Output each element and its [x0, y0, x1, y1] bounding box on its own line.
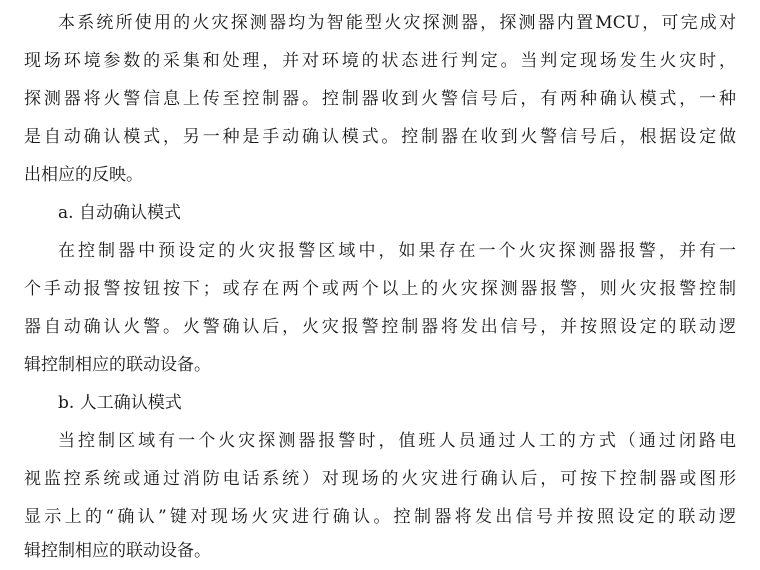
paragraph-2-line-2: 个手动报警按钮按下；或存在两个或两个以上的火灾探测器报警，则火灾报警控制 [24, 279, 736, 299]
paragraph-2-line-1: 在控制器中预设定的火灾报警区域中，如果存在一个火灾探测器报警，并有一 [58, 241, 736, 261]
paragraph-1-line-1: 本系统所使用的火灾探测器均为智能型火灾探测器，探测器内置MCU，可完成对 [58, 13, 736, 33]
paragraph-2-line-3: 器自动确认火警。火警确认后，火灾报警控制器将发出信号，并按照设定的联动逻 [24, 317, 736, 337]
paragraph-1-line-2: 现场环境参数的采集和处理，并对环境的状态进行判定。当判定现场发生火灾时， [24, 51, 736, 71]
paragraph-1-line-5: 出相应的反映。 [24, 165, 143, 185]
paragraph-3-line-4: 辑控制相应的联动设备。 [24, 541, 211, 561]
section-heading-b: b. 人工确认模式 [58, 393, 182, 413]
paragraph-3-line-2: 视监控系统或通过消防电话系统）对现场的火灾进行确认后，可按下控制器或图形 [24, 469, 736, 489]
paragraph-3-line-3: 显示上的“确认”键对现场火灾进行确认。控制器将发出信号并按照设定的联动逻 [24, 507, 736, 527]
paragraph-3-line-1: 当控制区域有一个火灾探测器报警时，值班人员通过人工的方式（通过闭路电 [58, 431, 736, 451]
section-heading-a: a. 自动确认模式 [58, 203, 181, 223]
paragraph-1-line-3: 探测器将火警信息上传至控制器。控制器收到火警信号后，有两种确认模式，一种 [24, 89, 736, 109]
paragraph-1-line-4: 是自动确认模式，另一种是手动确认模式。控制器在收到火警信号后，根据设定做 [24, 127, 736, 147]
paragraph-2-line-4: 辑控制相应的联动设备。 [24, 355, 211, 375]
